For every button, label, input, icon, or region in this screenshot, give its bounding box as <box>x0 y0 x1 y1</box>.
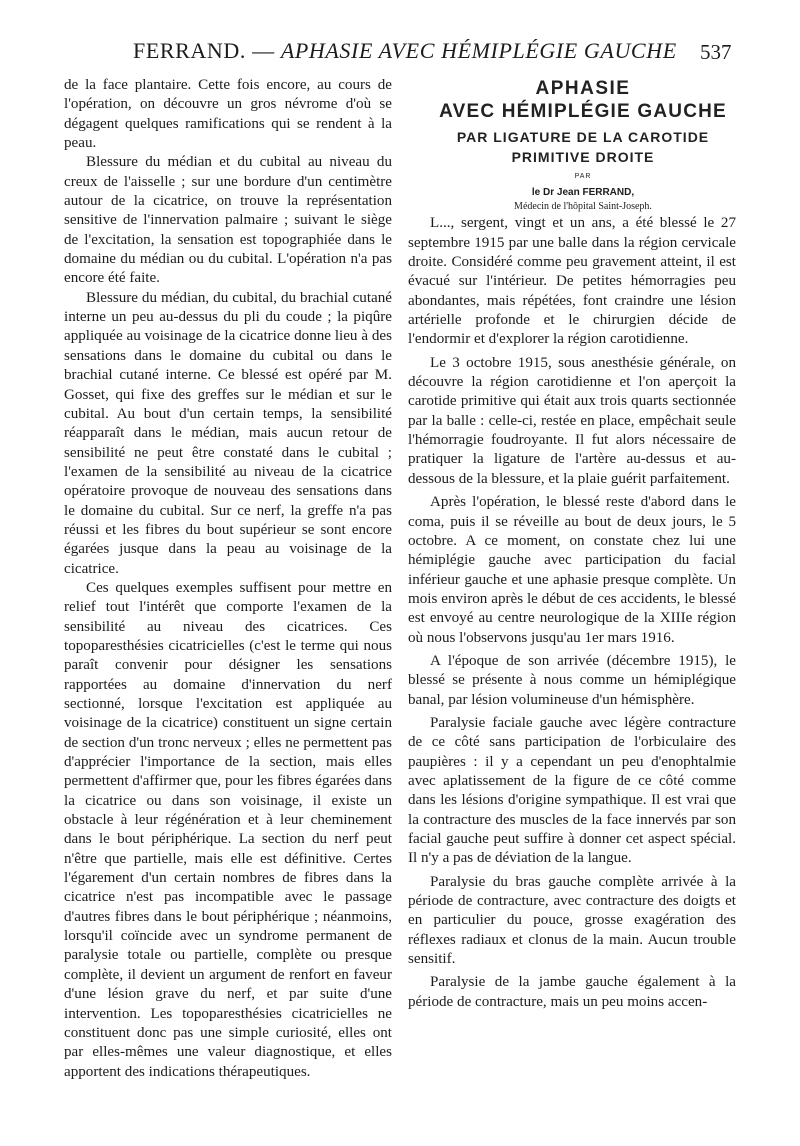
right-paragraph-3: Après l'opération, le blessé reste d'abord dans le coma, puis il se réveille au bout de deux jours, le 5 octobre. A ce moment, on constate chez lui une hémiplégie gauche avec participation du facial inférieur gauche et une aphasie presque complète. Un mois environ après le début de ces accidents, le blessé est envoyé au centre neurologique de la XIIIe région où nous l'observons jusqu'au 1er mars 1916. <box>408 494 736 646</box>
article-byline: le Dr Jean FERRAND, <box>531 187 635 199</box>
left-paragraph-1: de la face plantaire. Cette fois encore, au cours de l'opération, on découvre un gros névrome d'où se dégagent quelques ramifications qui se rendent à la peau. <box>64 77 392 152</box>
article-par: PAR <box>574 173 592 180</box>
left-paragraph-3: Blessure du médian, du cubital, du brachial cutané interne un peu au-dessus du pli du coude ; la piqûre appliquée au voisinage de la cicatrice donne lieu à des sensations dans le domaine du cubital ou dans le brachial cutané interne. Ce blessé est opéré par M. Gosset, qui fixe des greffes sur le médian et sur le cubital. Au bout d'un certain temps, la sensibilité réapparaît dans le médian, mais aucun retour de sensibilité ne peut être constaté dans le cubital ; l'examen de la sensibilité au niveau de la cicatrice opératoire provoque de nouveau des sensations dans le domaine du cubital. Sur ce nerf, la greffe n'a pas réussi et les fibres du bout supérieur se sont encore égarées jusque dans la peau au voisinage de la cicatrice. <box>64 289 392 577</box>
article-body <box>408 214 736 1012</box>
header-author: FERRAND. <box>133 38 246 63</box>
article-title-line3: PAR LIGATURE DE LA CAROTIDE <box>456 129 710 145</box>
page-number: 537 <box>700 40 732 64</box>
article-affiliation: Médecin de l'hôpital Saint-Joseph. <box>514 201 652 213</box>
right-paragraph-6: Paralysie du bras gauche complète arrivée à la période de contracture, avec contracture des doigts et en particulier du pouce, grosse exagération des réflexes radiaux et clonus de la main. Aucun trouble sensitif. <box>408 873 736 968</box>
left-paragraph-2: Blessure du médian et du cubital au niveau du creux de l'aisselle ; sur une bordure d'un centimètre autour de la cicatrice, on trouve la représentation sensitive de l'innervation palmaire ; suivant le siège de l'excitation, la sensation est topographiée dans le domaine du médian ou du cubital. L'opération n'a pas encore été faite. <box>64 154 392 287</box>
right-paragraph-2: Le 3 octobre 1915, sous anesthésie générale, on découvre la région carotidienne et l'on aperçoit la carotide primitive qui était aux trois quarts sectionnée par la balle : celle-ci, restée en place, empêchait seule l'hémorragie foudroyante. Il fut alors nécessaire de pratiquer la ligature de l'artère au-dessus et au-dessous de la blessure, et la plaie guérit parfaitement. <box>408 354 736 487</box>
running-header <box>0 38 800 70</box>
article-title-line2: AVEC HÉMIPLÉGIE GAUCHE <box>439 101 727 122</box>
header-subtitle: APHASIE AVEC HÉMIPLÉGIE GAUCHE <box>280 38 677 63</box>
right-column <box>408 76 736 1012</box>
right-paragraph-7: Paralysie de la jambe gauche également à la période de contracture, mais un peu moins accen- <box>408 974 736 1010</box>
left-column <box>64 76 392 1082</box>
article-title-line1: APHASIE <box>535 78 631 99</box>
header-title <box>133 38 677 64</box>
header-separator: — <box>246 38 281 63</box>
right-paragraph-5: Paralysie faciale gauche avec légère contracture de ce côté sans participation de l'orbiculaire des paupières : il y a cependant un peu d'enophtalmie avec aplatissement de la figure de ce côté comme dans les lésions d'origine sympathique. Il est vrai que la contracture des muscles de la face innervés par son facial gauche peut suffire à donner cet aspect spécial. Il n'y a pas de déviation de la langue. <box>408 714 736 867</box>
right-paragraph-4: A l'époque de son arrivée (décembre 1915), le blessé se présente à nous comme un hémiplégique banal, par lésion volumineuse d'un hémisphère. <box>408 652 736 708</box>
left-paragraph-4: Ces quelques exemples suffisent pour mettre en relief tout l'intérêt que comporte l'examen de la sensibilité au niveau des cicatrices. Ces topoparesthésies cicatricielles (c'est le terme qui nous paraît convenir pour désigner les sensations rapportées au domaine d'innervation du nerf sectionné, lorsque l'excitation est appliquée au voisinage de la cicatrice) constituent un signe certain de section d'un tronc nerveux ; elles ne permettent pas d'apprécier l'importance de la section, mais elles permettent d'affirmer que, pour les fibres égarées dans la cicatrice ou dans son voisinage, il existe un obstacle à leur régénération et à leur cheminement dans le bout périphérique. La section du nerf peut n'être que partielle, mais elle est définitive. Certes l'égarement d'un certain nombres de fibres dans la cicatrice n'est pas incompatible avec le passage d'autres fibres dans le bout périphérique ; néanmoins, lorsqu'il coïncide avec un syndrome permanent de paralysie totale ou partielle, complète ou presque complète, il devient un argument de renfort en faveur d'une lésion grave du nerf, et par suite d'une intervention. Les topoparesthésies cicatricielles ne constituent donc pas une simple curiosité, elles ont par elles-mêmes une valeur diagnostique, et elles apportent des indications thérapeutiques. <box>64 579 392 1080</box>
article-title-line4: PRIMITIVE DROITE <box>511 149 655 165</box>
right-paragraph-1: L..., sergent, vingt et un ans, a été blessé le 27 septembre 1915 par une balle dans la région cervicale droite. Considéré comme peu gravement atteint, il est évacué sur l'intérieur. De petites hémorragies peu abondantes, mais répétées, font craindre une lésion artérielle profonde et le chirurgien décide de l'endormir et d'explorer la région carotidienne. <box>408 215 736 348</box>
article-heading <box>408 78 736 214</box>
